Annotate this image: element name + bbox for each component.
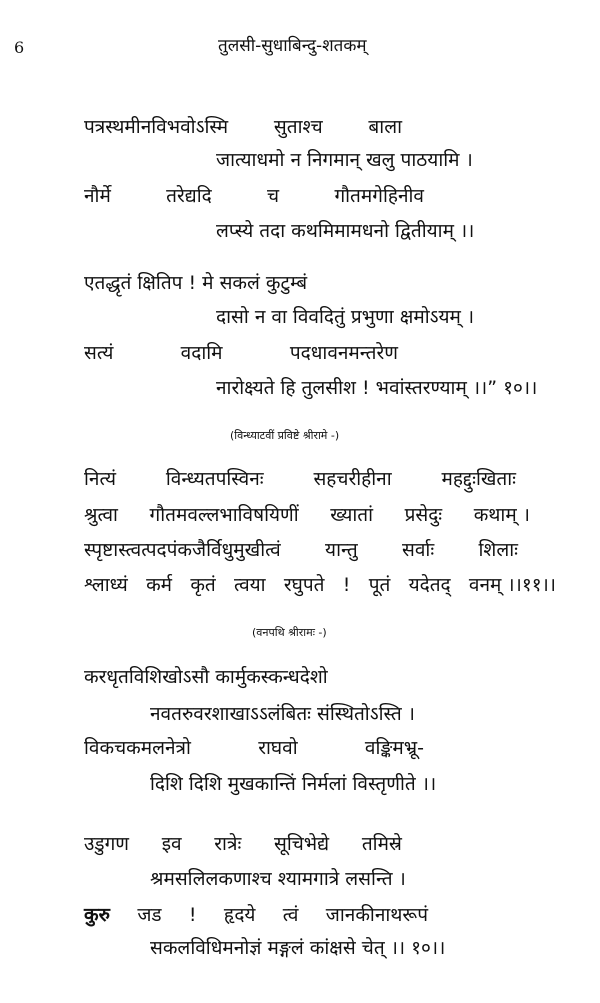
word: सहचरीहीना	[313, 468, 392, 490]
verse-12-line-3	[84, 736, 424, 760]
word: ख्यातां	[330, 504, 374, 526]
word: उडुगण	[84, 833, 130, 855]
verse-12-line-5	[84, 832, 402, 856]
word: जड	[137, 904, 162, 926]
running-title: तुलसी-सुधाबिन्दु-शतकम्	[218, 36, 367, 56]
word: सुताश्च	[273, 116, 323, 138]
verse-9-line-7	[84, 341, 398, 365]
word: गौतमवल्लभाविषयिणीं	[149, 504, 299, 526]
verse-11-line-3	[84, 538, 518, 562]
word: वङ्किमभ्रू-	[364, 737, 424, 759]
verse-12-line-1: करधृतविशिखोऽसौ कार्मुकस्कन्धदेशो	[84, 666, 328, 688]
verse-12-line-7	[84, 903, 428, 927]
word: तरेद्यदि	[166, 185, 212, 207]
verse-9-line-6: दासो न वा विवदितुं प्रभुणा क्षमोऽयम् ।	[216, 306, 475, 328]
word: त्वं	[282, 904, 299, 926]
word: यान्तु	[325, 539, 358, 561]
word: सत्यं	[84, 342, 114, 364]
word: सूचिभेद्ये	[273, 833, 330, 855]
word: रात्रेः	[214, 833, 242, 855]
word: जानकीनाथरूपं	[325, 904, 428, 926]
word: प्रसेदुः	[404, 504, 443, 526]
verse-12-line-8: सकलविधिमनोज्ञं मङ्गलं कांक्षसे चेत् ।। १०।।	[150, 937, 446, 959]
word: नौर्मे	[84, 185, 111, 207]
word: श्लाध्यं	[84, 574, 128, 596]
word: च	[267, 185, 280, 207]
word: सर्वाः	[402, 539, 435, 561]
verse-11-line-1	[84, 467, 516, 491]
word: !	[188, 904, 197, 926]
context-note-vindhya: (विन्ध्याटवीं प्रविष्टे श्रीरामे -)	[230, 429, 340, 442]
verse-12-line-2: नवतरुवरशाखाऽऽलंबितः संस्थितोऽस्ति ।	[150, 703, 415, 725]
word: कर्म	[146, 574, 173, 596]
word: वदामि	[180, 342, 223, 364]
word: !	[342, 574, 351, 596]
context-note-vanapath: (वनपथि श्रीरामः -)	[252, 626, 327, 639]
word: पूतं	[368, 574, 391, 596]
word: कुरु	[84, 904, 110, 926]
word: कृतं	[190, 574, 216, 596]
verse-12-line-6: श्रमसलिलकणाश्च श्यामगात्रे लसन्ति ।	[150, 868, 406, 890]
verse-9-line-5: एतद्धृतं क्षितिप ! मे सकलं कुटुम्बं	[84, 272, 308, 294]
word: महद्दुःखिताः	[441, 468, 516, 490]
word: स्पृष्टास्त्वत्पदपंकजैर्विधुमुखीत्वं	[84, 539, 281, 561]
verse-9-line-8: नारोक्ष्यते हि तुलसीश ! भवांस्तरण्याम् ।।” १०।।	[216, 377, 538, 399]
page-number: 6	[14, 38, 25, 57]
word: नित्यं	[84, 468, 116, 490]
word: कथाम् ।	[473, 504, 530, 526]
word: रघुपते	[283, 574, 325, 596]
verse-11-line-4	[84, 573, 556, 597]
word: विन्ध्यतपस्विनः	[165, 468, 264, 490]
verse-12-line-4: दिशि दिशि मुखकान्तिं निर्मलां विस्तृणीते ।।	[150, 773, 437, 795]
word: गौतमगेहिनीव	[334, 185, 424, 207]
word: पदधावनमन्तरेण	[289, 342, 398, 364]
verse-9-line-1	[84, 115, 402, 139]
verse-9-line-2: जात्याधमो न निगमान् खलु पाठयामि ।	[216, 149, 473, 171]
word: पत्रस्थमीनविभवोऽस्मि	[84, 116, 229, 138]
word: त्वया	[234, 574, 266, 596]
word: शिलाः	[478, 539, 518, 561]
verse-11-line-2	[84, 503, 530, 527]
verse-9-line-3	[84, 184, 424, 208]
word: तमिस्रे	[361, 833, 402, 855]
word: श्रुत्वा	[84, 504, 118, 526]
word: यदेतद्	[408, 574, 451, 596]
word: विकचकमलनेत्रो	[84, 737, 191, 759]
verse-9-line-4: लप्स्ये तदा कथमिमामधनो द्वितीयाम् ।।	[216, 220, 475, 242]
word: इव	[161, 833, 182, 855]
word: राघवो	[258, 737, 298, 759]
word: हृदये	[223, 904, 256, 926]
word: बाला	[368, 116, 402, 138]
word: वनम् ।।११।।	[468, 574, 556, 596]
